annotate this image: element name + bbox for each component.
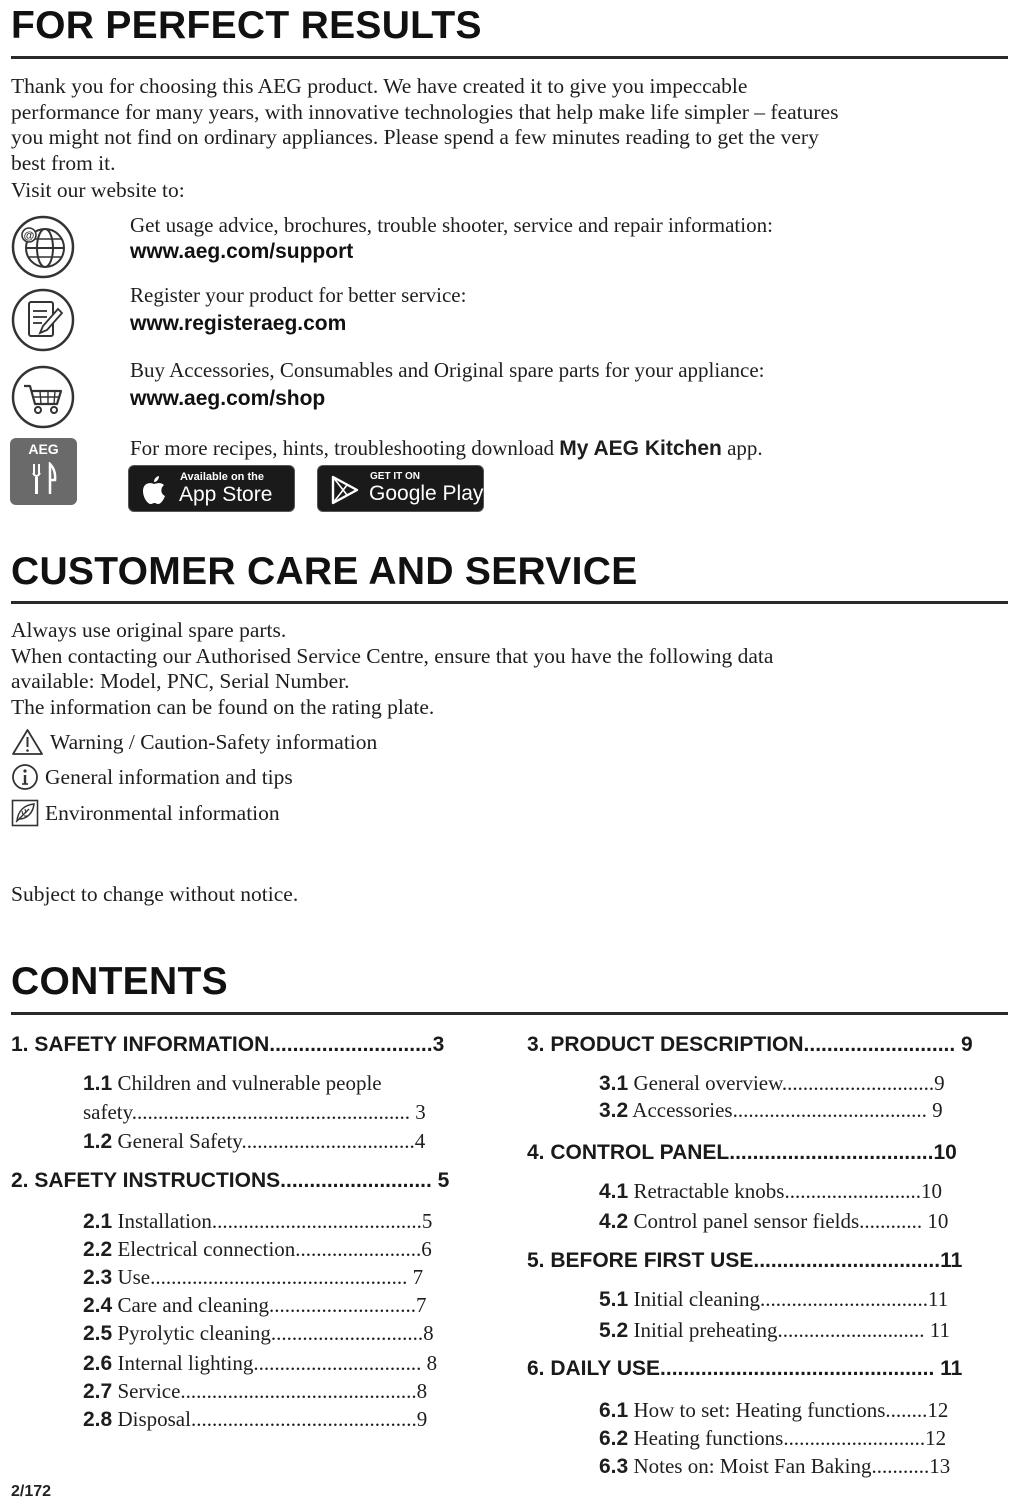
toc-item-5-1[interactable] xyxy=(599,1287,948,1312)
toc-number: 3.1 xyxy=(599,1072,629,1095)
toc-number: 1.1 xyxy=(83,1072,113,1095)
toc-item-2-4[interactable] xyxy=(83,1293,427,1318)
toc-label: General overview.............................9 xyxy=(633,1071,945,1095)
toc-number: 3.2 xyxy=(599,1099,629,1122)
toc-label: How to set: Heating functions........12 xyxy=(633,1398,949,1422)
toc-label: Pyrolytic cleaning.............................8 xyxy=(117,1321,434,1345)
toc-label: Initial cleaning................................11 xyxy=(633,1287,949,1311)
intro-line: performance for many years, with innovative technologies that help make life simpler – features xyxy=(11,99,839,124)
google-play-small-text: GET IT ON xyxy=(370,471,420,482)
app-download-text xyxy=(130,436,763,461)
toc-section-6[interactable]: 6. DAILY USE............................................... 11 xyxy=(527,1357,963,1380)
toc-item-4-2[interactable] xyxy=(599,1209,948,1234)
toc-item-2-5[interactable] xyxy=(83,1321,434,1346)
toc-section-3[interactable]: 3. PRODUCT DESCRIPTION.......................... 9 xyxy=(527,1033,973,1056)
register-description: Register your product for better service: xyxy=(130,283,467,307)
toc-item-1-1-continued[interactable]: safety..................................................... 3 xyxy=(83,1100,426,1124)
toc-item-3-1[interactable] xyxy=(599,1071,945,1096)
toc-label: Retractable knobs..........................10 xyxy=(633,1179,942,1203)
toc-item-2-7[interactable] xyxy=(83,1379,427,1404)
toc-item-6-3[interactable] xyxy=(599,1454,950,1479)
section-divider xyxy=(11,1012,1008,1015)
aeg-logo-text: AEG xyxy=(28,441,59,457)
toc-number: 1.2 xyxy=(83,1130,113,1153)
section-title-contents: CONTENTS xyxy=(11,960,228,1003)
toc-number: 5.1 xyxy=(599,1288,629,1311)
toc-label: Internal lighting................................ 8 xyxy=(117,1351,438,1375)
toc-label: Use................................................. 7 xyxy=(117,1265,424,1289)
toc-number: 4.2 xyxy=(599,1210,629,1233)
toc-number: 2.3 xyxy=(83,1266,113,1289)
support-description: Get usage advice, brochures, trouble shooter, service and repair information: xyxy=(130,213,773,237)
legend-info xyxy=(11,763,293,791)
globe-icon xyxy=(10,214,76,280)
toc-number: 2.2 xyxy=(83,1238,113,1261)
toc-number: 4.1 xyxy=(599,1180,629,1203)
toc-number: 6.3 xyxy=(599,1455,629,1478)
toc-number: 2.8 xyxy=(83,1408,113,1431)
app-store-small-text: Available on the xyxy=(180,471,264,483)
intro-paragraph xyxy=(11,74,838,204)
app-store-button[interactable] xyxy=(128,465,295,512)
app-text-before: For more recipes, hints, troubleshooting download xyxy=(130,436,555,460)
toc-number: 2.5 xyxy=(83,1322,113,1345)
app-store-big-text: App Store xyxy=(179,483,273,506)
shop-link[interactable]: www.aeg.com/shop xyxy=(130,387,326,410)
leaf-icon xyxy=(11,799,39,827)
toc-item-4-1[interactable] xyxy=(599,1179,942,1204)
intro-line: you might not find on ordinary appliances. Please spend a few minutes reading to get the very xyxy=(11,125,819,149)
legend-warning xyxy=(11,728,377,756)
register-link[interactable]: www.registeraeg.com xyxy=(130,312,347,335)
legend-info-text: General information and tips xyxy=(45,764,293,789)
toc-item-2-2[interactable] xyxy=(83,1237,432,1262)
toc-label: General Safety.................................4 xyxy=(117,1129,426,1153)
toc-label: Service.............................................8 xyxy=(117,1379,428,1403)
google-play-big-text: Google Play xyxy=(369,482,484,505)
legend-environment xyxy=(11,799,280,827)
toc-item-2-3[interactable] xyxy=(83,1265,423,1290)
toc-item-6-2[interactable] xyxy=(599,1426,946,1451)
intro-line: Thank you for choosing this AEG product. We have created it to give you impeccable xyxy=(11,74,748,98)
warning-triangle-icon xyxy=(11,728,44,756)
intro-line: Visit our website to: xyxy=(11,178,185,202)
app-text-after: app. xyxy=(727,436,763,460)
section-divider xyxy=(11,56,1008,59)
toc-label: Electrical connection........................6 xyxy=(117,1237,432,1261)
toc-section-2[interactable]: 2. SAFETY INSTRUCTIONS.......................... 5 xyxy=(11,1169,450,1192)
fork-knife-icon xyxy=(30,462,58,496)
toc-section-4[interactable]: 4. CONTROL PANEL...................................10 xyxy=(527,1141,957,1164)
legend-warning-text: Warning / Caution-Safety information xyxy=(50,729,378,754)
toc-label: Notes on: Moist Fan Baking...........13 xyxy=(633,1454,951,1478)
toc-number: 6.2 xyxy=(599,1427,629,1450)
care-line: When contacting our Authorised Service Centre, ensure that you have the following data xyxy=(11,643,774,668)
change-notice: Subject to change without notice. xyxy=(11,882,299,906)
toc-label: Children and vulnerable people xyxy=(117,1071,382,1095)
aeg-kitchen-app-icon[interactable] xyxy=(10,438,77,505)
toc-item-1-1[interactable] xyxy=(83,1071,382,1096)
toc-label: Control panel sensor fields............ 10 xyxy=(633,1209,949,1233)
apple-icon xyxy=(141,475,167,505)
toc-label: Heating functions...........................12 xyxy=(633,1426,947,1450)
legend-environment-text: Environmental information xyxy=(45,800,280,825)
toc-section-1[interactable]: 1. SAFETY INFORMATION............................3 xyxy=(11,1033,445,1056)
toc-item-6-1[interactable] xyxy=(599,1398,948,1423)
shopping-cart-icon xyxy=(10,364,76,430)
care-line: available: Model, PNC, Serial Number. xyxy=(11,669,350,693)
info-icon xyxy=(11,763,39,791)
toc-number: 2.4 xyxy=(83,1294,113,1317)
google-play-button[interactable] xyxy=(317,465,484,512)
section-title-customer-care: CUSTOMER CARE AND SERVICE xyxy=(11,550,638,593)
toc-label: Initial preheating............................ 11 xyxy=(633,1318,950,1342)
care-paragraph xyxy=(11,618,773,720)
svg-text:@: @ xyxy=(23,230,35,242)
toc-label: Accessories..................................... 9 xyxy=(632,1098,943,1122)
toc-number: 6.1 xyxy=(599,1399,629,1422)
section-title-perfect-results: FOR PERFECT RESULTS xyxy=(11,4,482,47)
toc-label: Disposal...........................................9 xyxy=(117,1407,428,1431)
toc-item-2-1[interactable] xyxy=(83,1209,432,1234)
toc-item-2-6[interactable] xyxy=(83,1351,437,1376)
toc-item-2-8[interactable] xyxy=(83,1407,427,1432)
care-line: The information can be found on the rating plate. xyxy=(11,694,435,719)
toc-label: Care and cleaning............................7 xyxy=(117,1293,427,1317)
toc-number: 2.6 xyxy=(83,1352,113,1375)
app-name: My AEG Kitchen xyxy=(559,437,722,460)
toc-number: 5.2 xyxy=(599,1319,629,1342)
toc-number: 2.7 xyxy=(83,1380,113,1403)
toc-section-5[interactable]: 5. BEFORE FIRST USE................................11 xyxy=(527,1249,963,1272)
support-link[interactable]: www.aeg.com/support xyxy=(130,240,354,263)
section-divider xyxy=(11,601,1008,604)
page-number: 2/172 xyxy=(11,1483,52,1500)
toc-label: Installation........................................5 xyxy=(117,1209,433,1233)
toc-item-1-2[interactable] xyxy=(83,1129,425,1154)
intro-line: best from it. xyxy=(11,150,116,175)
toc-number: 2.1 xyxy=(83,1210,113,1233)
care-line: Always use original spare parts. xyxy=(11,618,287,642)
register-document-icon xyxy=(10,287,76,353)
google-play-icon xyxy=(330,475,360,505)
toc-item-3-2[interactable] xyxy=(599,1098,943,1123)
toc-item-5-2[interactable] xyxy=(599,1318,950,1343)
shop-description: Buy Accessories, Consumables and Original spare parts for your appliance: xyxy=(130,358,765,382)
